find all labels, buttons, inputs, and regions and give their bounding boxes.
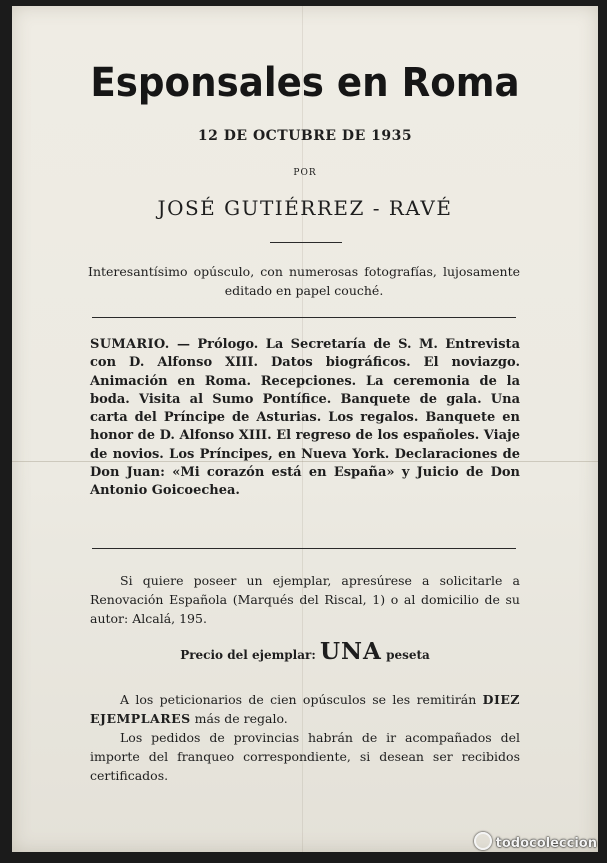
watermark xyxy=(474,832,597,851)
price-label: Precio del ejemplar: xyxy=(180,648,320,662)
provinces-paragraph: Los pedidos de provincias habrán de ir acompañados del importe del franqueo correspondiente, si desean ser recibidos certificados. xyxy=(90,730,520,783)
price-line xyxy=(12,638,598,665)
gift-line xyxy=(90,690,520,728)
gift-text-before: A los peticionarios de cien opúsculos se les remitirán xyxy=(120,692,483,707)
summary-text: — Prólogo. La Secretaría de S. M. Entrevista con D. Alfonso XIII. Datos biográficos. El noviazgo. Animación en Roma. Recepciones. La ceremonia de la boda. Visita al Sumo Pontífice. Banquete de gala. Una carta del Príncipe de Asturias. Los regalos. Banquete en honor de D. Alfonso XIII. El regreso de los españoles. Viaje de novios. Los Príncipes, en Nueva York. Declaraciones de Don Juan: «Mi corazón está en España» y Juicio de Don Antonio Goicoechea. xyxy=(90,337,520,499)
order-text: Si quiere poseer un ejemplar, apresúrese a solicitarle a Renovación Española (Marqués del Riscal, 1) o al domicilio de su autor: Alcalá, 195. xyxy=(90,573,520,626)
document-title: Esponsales en Roma xyxy=(90,60,520,106)
author-name: JOSÉ GUTIÉRREZ - RAVÉ xyxy=(157,196,453,220)
flyer-page xyxy=(12,6,598,852)
order-paragraph xyxy=(90,571,520,628)
divider-top xyxy=(92,317,516,318)
price-amount: UNA xyxy=(319,638,382,665)
summary-heading: SUMARIO. xyxy=(90,337,170,352)
gift-paragraph xyxy=(90,690,520,728)
by-label: POR xyxy=(293,168,317,178)
event-date: 12 DE OCTUBRE DE 1935 xyxy=(197,128,413,144)
divider-bottom xyxy=(92,548,516,549)
gift-quantity: DIEZ EJEMPLARES xyxy=(90,692,520,726)
watermark-logo-icon xyxy=(474,832,492,850)
summary-paragraph xyxy=(90,336,520,501)
watermark-text: todocoleccion xyxy=(495,836,597,851)
divider-short xyxy=(270,242,342,243)
gift-text-after: más de regalo. xyxy=(190,711,288,726)
price-unit: peseta xyxy=(381,648,430,662)
intro-paragraph: Interesantísimo opúsculo, con numerosas fotografías, lujosamente editado en papel couché. xyxy=(88,264,520,298)
